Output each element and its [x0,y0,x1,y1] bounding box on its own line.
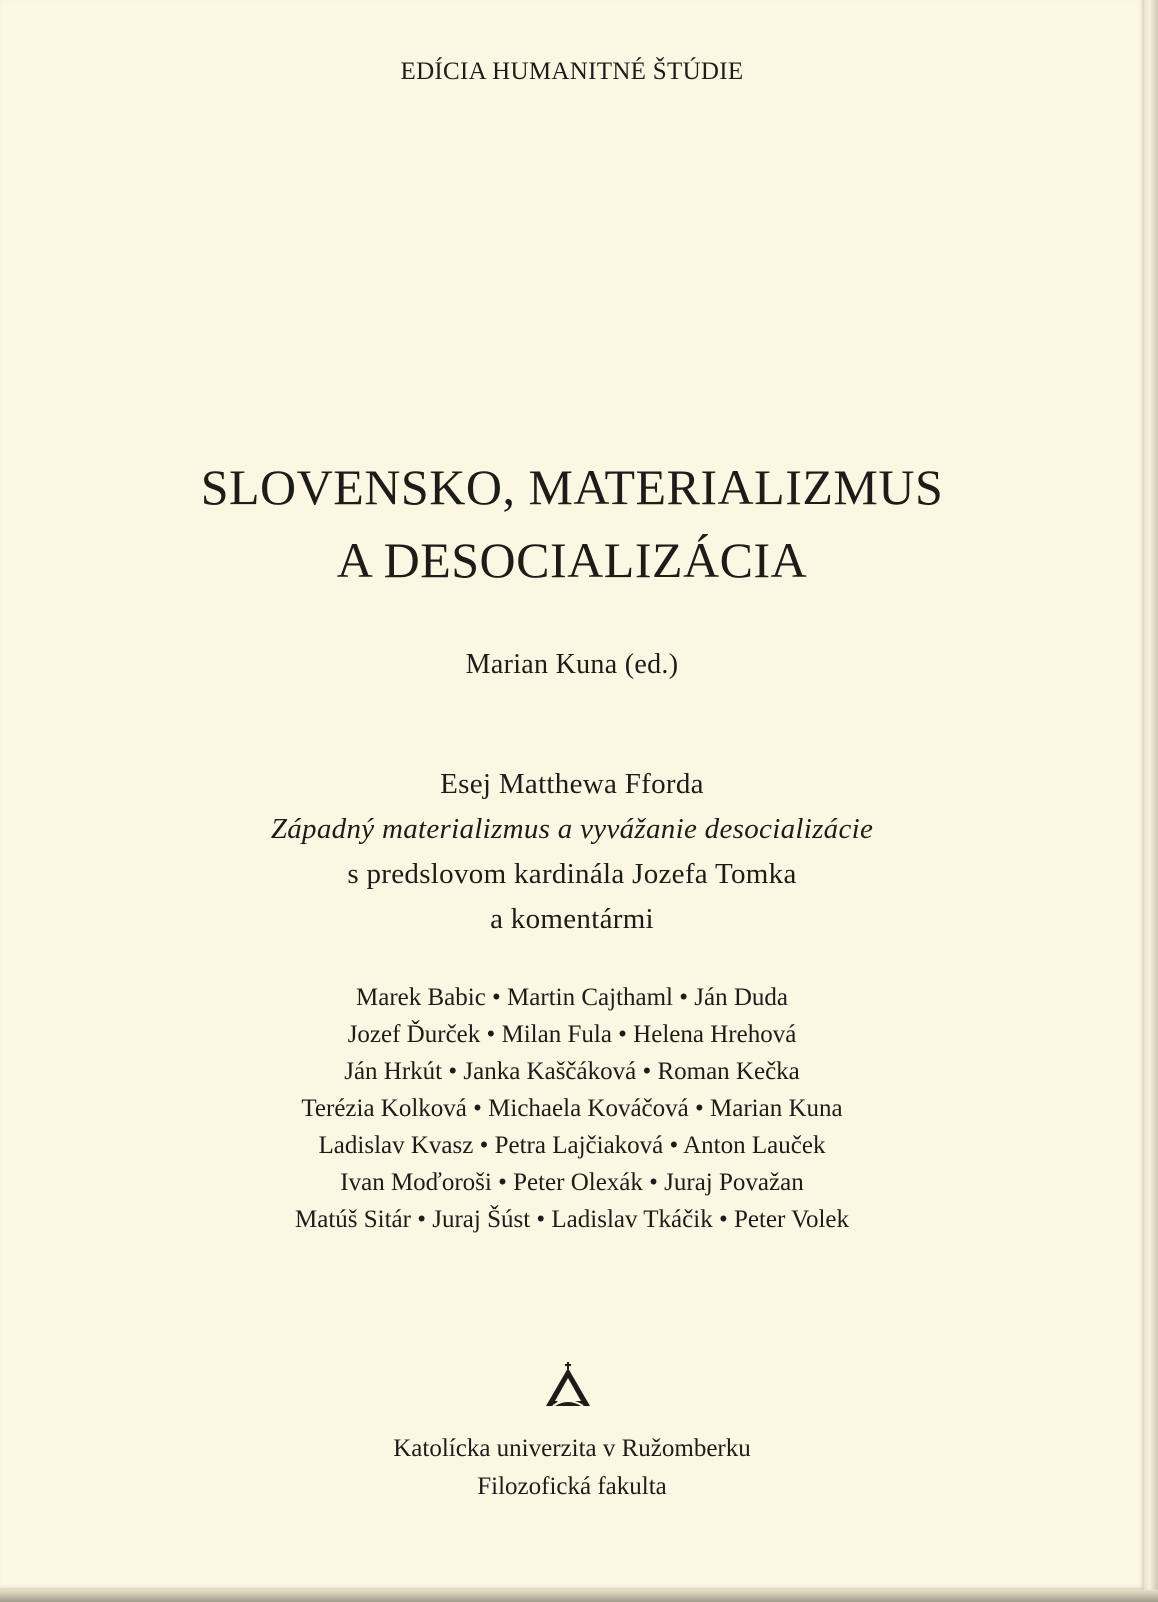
authors-line-3: Ján Hrkút • Janka Kaščáková • Roman Kečka [344,1058,800,1085]
title-line-2: A DESOCIALIZÁCIA [336,532,808,588]
authors-line-2: Jozef Ďurček • Milan Fula • Helena Hrehová [347,1021,797,1048]
editor-name: Marian Kuna (ed.) [465,649,679,680]
authors-line-6: Ivan Moďoroši • Peter Olexák • Juraj Považan [340,1169,804,1196]
university-emblem-icon [543,1362,593,1408]
essay-line-1: Esej Matthewa Fforda [440,768,704,800]
publisher-faculty: Filozofická fakulta [477,1473,667,1500]
authors-line-4: Terézia Kolková • Michaela Kováčová • Marian Kuna [301,1095,843,1122]
page-edge-bottom [0,1590,1158,1602]
essay-title: Západný materializmus a vyvážanie desocializácie [270,813,874,845]
essay-line-3: s predslovom kardinála Jozefa Tomka [347,858,797,890]
publisher-university: Katolícka univerzita v Ružomberku [393,1435,751,1462]
page-edge-right [1144,0,1158,1602]
authors-line-1: Marek Babic • Martin Cajthaml • Ján Duda [356,984,788,1011]
authors-line-5: Ladislav Kvasz • Petra Lajčiaková • Anton Lauček [318,1132,826,1159]
essay-line-4: a komentármi [490,903,654,935]
title-line-1: SLOVENSKO, MATERIALIZMUS [200,459,944,515]
authors-line-7: Matúš Sitár • Juraj Šúst • Ladislav Tkáčik • Peter Volek [295,1206,849,1233]
series-name: EDÍCIA HUMANITNÉ ŠTÚDIE [400,58,744,85]
